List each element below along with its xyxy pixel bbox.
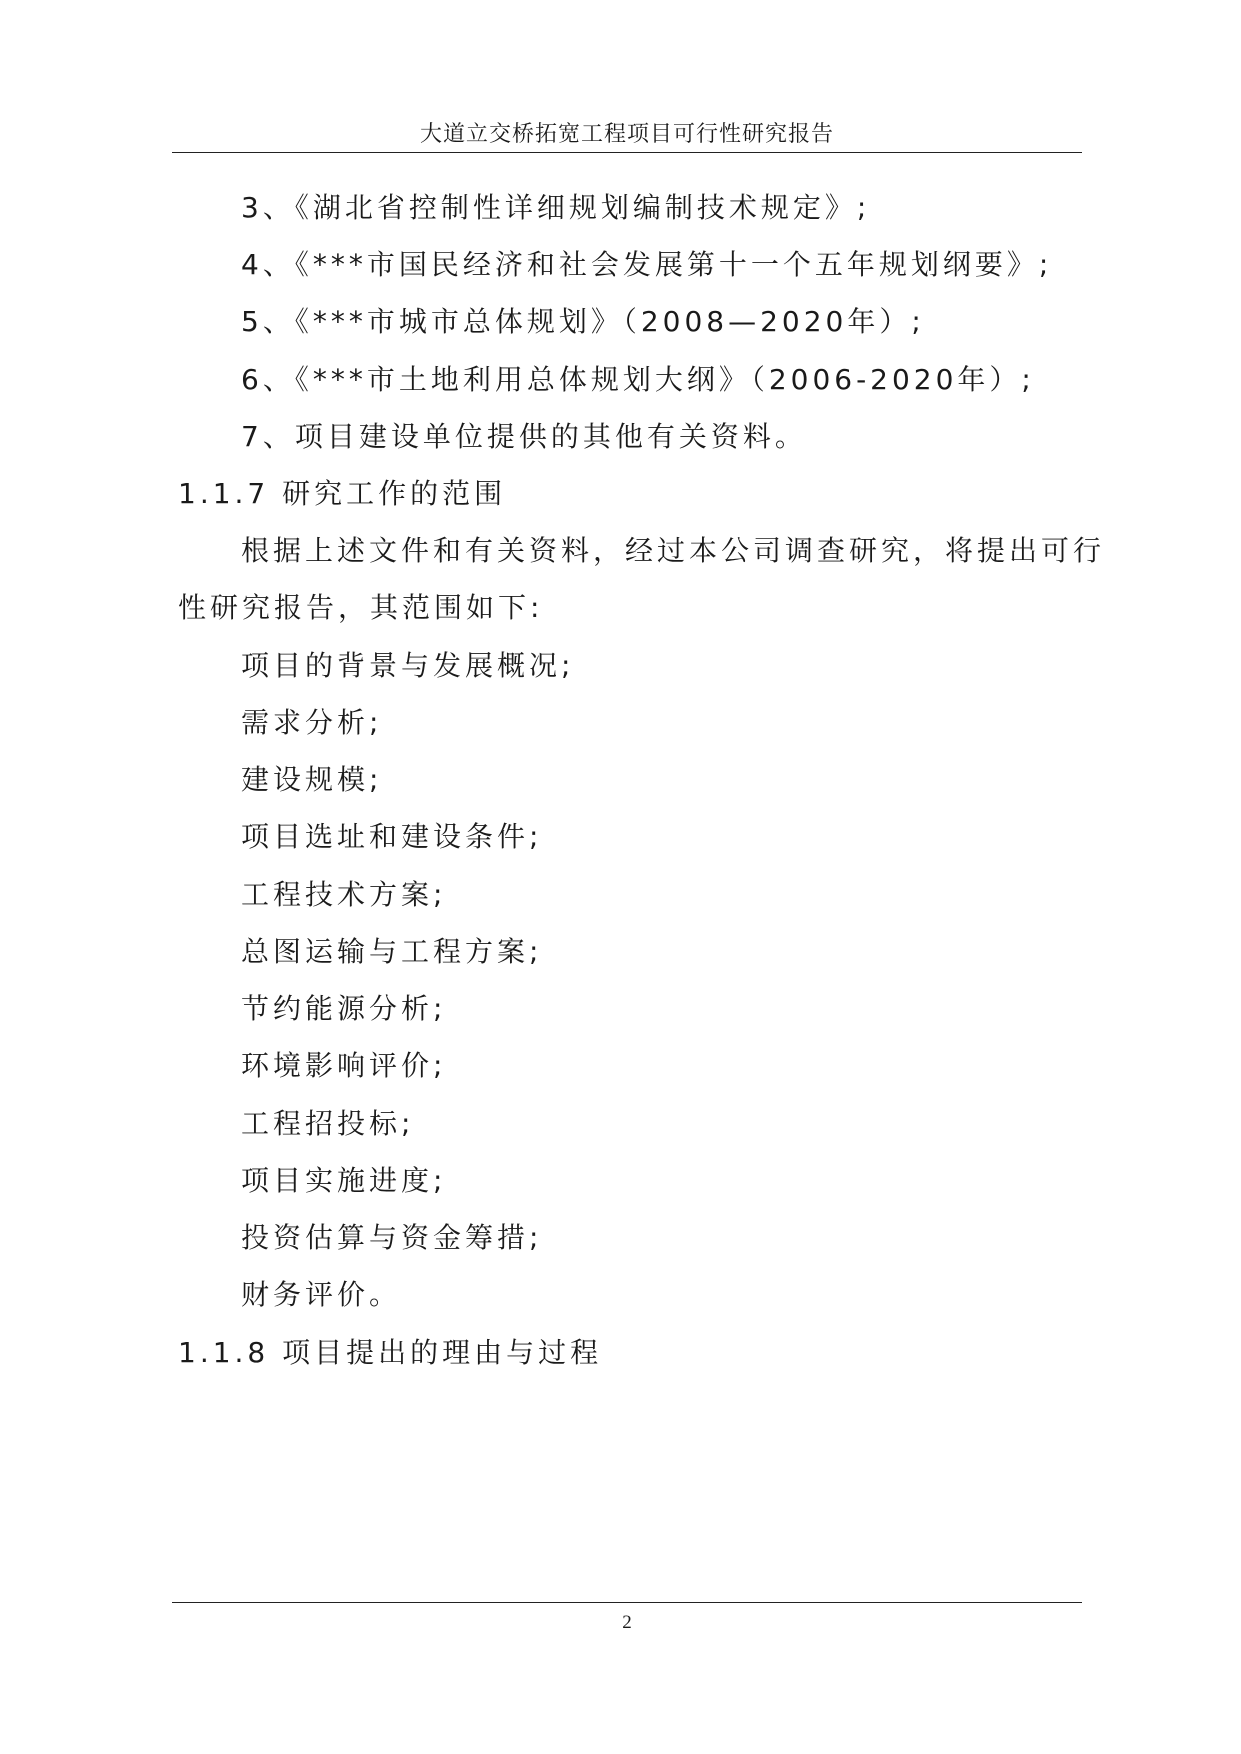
reference-item-7: 7、项目建设单位提供的其他有关资料。	[241, 420, 807, 453]
section-heading-1-1-8: 1.1.8 项目提出的理由与过程	[178, 1336, 603, 1369]
paragraph-line-2: 性研究报告，其范围如下:	[178, 591, 544, 624]
footer-rule	[172, 1602, 1082, 1603]
paragraph-line-1: 根据上述文件和有关资料，经过本公司调查研究，将提出可行	[241, 534, 1106, 567]
section-heading-1-1-7: 1.1.7 研究工作的范围	[178, 477, 507, 510]
scope-item: 财务评价。	[241, 1278, 402, 1311]
scope-item: 项目的背景与发展概况;	[241, 649, 575, 682]
reference-item-3: 3、《湖北省控制性详细规划编制技术规定》;	[241, 191, 871, 224]
scope-item: 工程招投标;	[241, 1107, 415, 1140]
running-header: 大道立交桥拓宽工程项目可行性研究报告	[419, 122, 834, 147]
reference-item-5: 5、《***市城市总体规划》（2008—2020年）;	[241, 305, 925, 338]
scope-item: 节约能源分析;	[241, 992, 447, 1025]
header-rule	[172, 152, 1082, 153]
scope-item: 环境影响评价;	[241, 1049, 447, 1082]
reference-item-6: 6、《***市土地利用总体规划大纲》（2006-2020年）;	[241, 363, 1035, 396]
scope-item: 总图运输与工程方案;	[241, 935, 543, 968]
scope-item: 项目实施进度;	[241, 1164, 447, 1197]
reference-item-4: 4、《***市国民经济和社会发展第十一个五年规划纲要》;	[241, 248, 1053, 281]
scope-item: 建设规模;	[241, 763, 383, 796]
scope-item: 投资估算与资金筹措;	[241, 1221, 543, 1254]
scope-item: 需求分析;	[241, 706, 383, 739]
scope-item: 项目选址和建设条件;	[241, 820, 543, 853]
scope-item: 工程技术方案;	[241, 878, 447, 911]
page-number: 2	[622, 1612, 632, 1633]
